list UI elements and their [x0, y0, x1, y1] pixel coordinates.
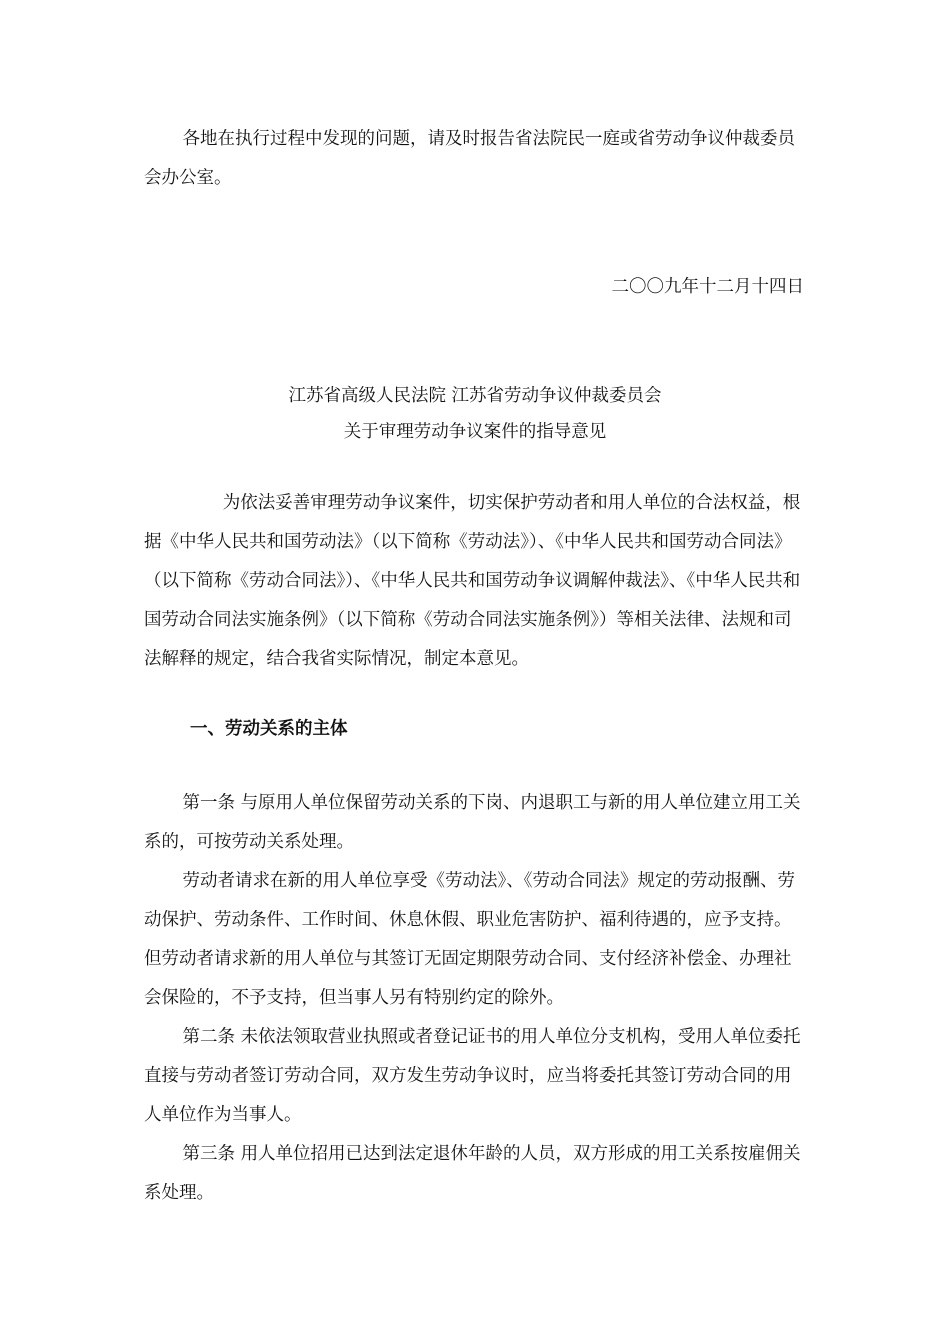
article-paragraph: 第二条 未依法领取营业执照或者登记证书的用人单位分支机构，受用人单位委托直接与劳动者签订劳动合同，双方发生劳动争议时，应当将委托其签订劳动合同的用人单位作为当事人。	[144, 1027, 801, 1125]
document-title-line1: 江苏省高级人民法院 江苏省劳动争议仲裁委员会	[288, 386, 662, 406]
article-paragraph: 第一条 与原用人单位保留劳动关系的下岗、内退职工与新的用人单位建立用工关系的，可按劳动关系处理。	[144, 793, 801, 852]
article-paragraph: 第三条 用人单位招用已达到法定退休年龄的人员，双方形成的用工关系按雇佣关系处理。	[144, 1144, 801, 1203]
preamble-paragraph: 为依法妥善审理劳动争议案件，切实保护劳动者和用人单位的合法权益，根据《中华人民共和国劳动法》（以下简称《劳动法》）、《中华人民共和国劳动合同法》（以下简称《劳动合同法》）、《中华人民共和国劳动争议调解仲裁法》、《中华人民共和国劳动合同法实施条例》（以下简称《劳动合同法实施条例》）等相关法律、法规和司法解释的规定，结合我省实际情况，制定本意见。	[144, 493, 801, 669]
document-title-line2: 关于审理劳动争议案件的指导意见	[343, 422, 607, 442]
section-heading: 一、劳动关系的主体	[190, 719, 348, 739]
article-paragraph: 劳动者请求在新的用人单位享受《劳动法》、《劳动合同法》规定的劳动报酬、劳动保护、劳动条件、工作时间、休息休假、职业危害防护、福利待遇的，应予支持。但劳动者请求新的用人单位与其签订无固定期限劳动合同、支付经济补偿金、办理社会保险的，不予支持，但当事人另有特别约定的除外。	[144, 871, 795, 1008]
closing-paragraph: 各地在执行过程中发现的问题，请及时报告省法院民一庭或省劳动争议仲裁委员会办公室。	[144, 129, 795, 188]
document-date: 二〇〇九年十二月十四日	[611, 277, 804, 297]
section-body	[144, 784, 806, 1213]
